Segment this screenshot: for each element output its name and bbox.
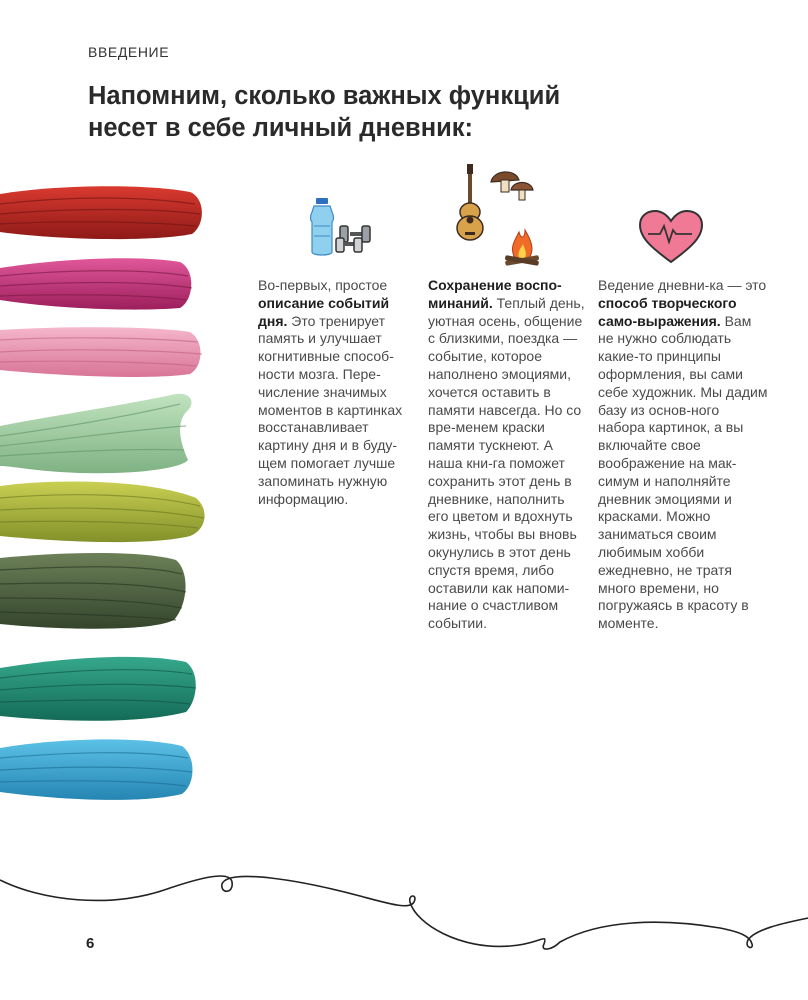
column-3-bold: способ творческого само-выражения. <box>598 294 737 329</box>
section-label: ВВЕДЕНИЕ <box>88 44 170 60</box>
guitar-icon <box>457 164 483 240</box>
water-bottle-and-dumbbells-icon <box>278 192 378 264</box>
page-number: 6 <box>86 935 95 952</box>
skein-magenta <box>0 258 192 309</box>
dumbbells-icon <box>336 226 370 252</box>
skein-light-green <box>0 394 191 473</box>
skein-dark-green <box>0 553 186 629</box>
skein-pink <box>0 327 202 377</box>
embroidery-floss-skeins <box>0 180 215 820</box>
campfire-icon <box>505 230 540 266</box>
skein-blue <box>0 739 193 800</box>
column-2-text: Теплый день, уютная осень, общение с близкими, поездка — событие, которое наполнено эмоциями, хочется оставить в памяти навсегда. Но со вре-менем краски памяти тускнеют. А наша кни-га поможет сохранить этот день в дневнике, наполнить его цветом и вдохнуть жизнь, чтобы вы вновь окунулись в этот день спустя время, либо оставили как напоми-нание о счастливом событии. <box>428 294 585 632</box>
column-describe-events <box>258 277 418 508</box>
column-preserve-memories <box>428 277 588 633</box>
water-bottle-icon <box>311 198 334 255</box>
column-1-lead: Во-первых, простое <box>258 277 388 293</box>
column-creative-expression <box>598 277 768 633</box>
column-1-text: Это тренирует память и улучшает когнитивные способ-ности мозга. Пере-числение значимых моментов в картинках восстанавливает картину дня и в буду-щем помогает лучше запоминать нужную информацию. <box>258 312 403 507</box>
skein-teal <box>0 657 196 721</box>
column-3-lead: Ведение дневни-ка — это <box>598 277 767 293</box>
column-3-text: Вам не нужно соблюдать какие-то принципы оформления, вы сами себе художник. Мы дадим базу из основ-ного набора картинок, а вы включайте свое воображение на мак-симум и наполняйте дневник эмоциями и красками. Можно заниматься своим любимым хобби ежедневно, не тратя много времени, но погружаясь в красоту в моменте. <box>598 312 768 632</box>
mushrooms-icon <box>491 172 533 200</box>
title-line-2: несет в себе личный дневник: <box>88 114 474 142</box>
thread-doodle-line <box>0 840 808 970</box>
column-1-bold: описание событий дня. <box>258 294 390 329</box>
title-line-1: Напомним, сколько важных функций <box>88 82 561 110</box>
skein-red <box>0 186 202 239</box>
guitar-mushrooms-campfire-icon <box>453 160 543 275</box>
page-title <box>88 80 608 144</box>
heart-heartbeat-icon <box>636 208 706 266</box>
skein-olive <box>0 482 205 543</box>
column-2-bold: Сохранение воспо-минаний. <box>428 277 562 311</box>
